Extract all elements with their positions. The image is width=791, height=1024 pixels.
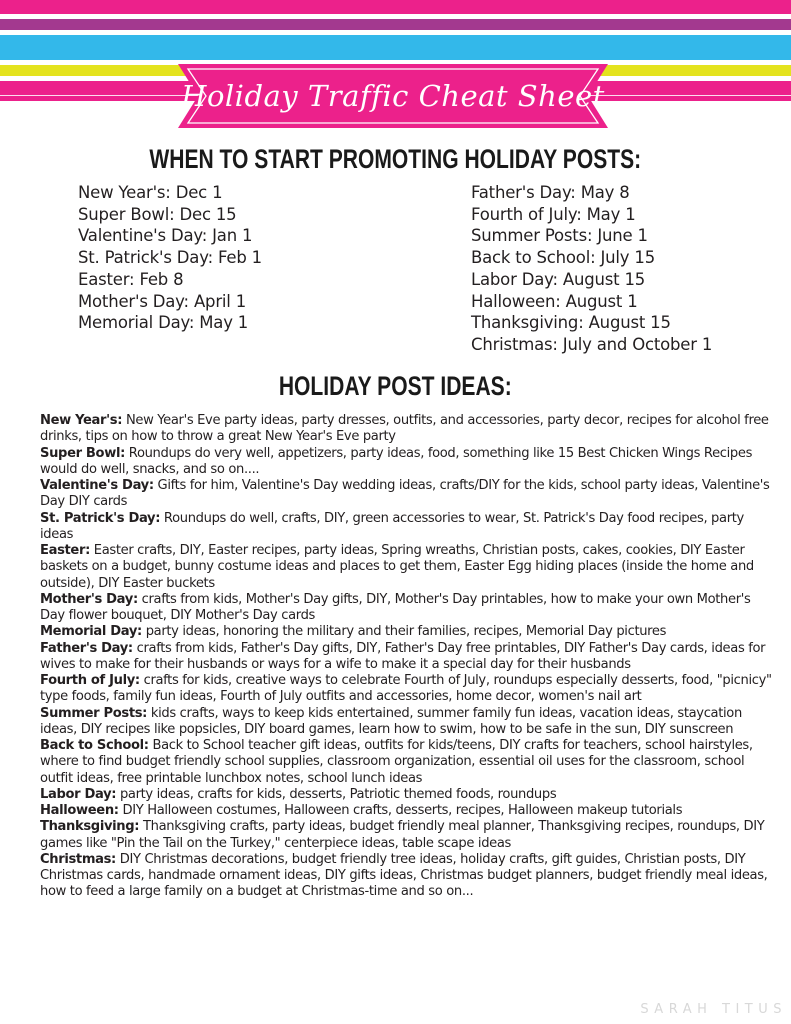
idea-label: Memorial Day: [40, 624, 142, 640]
idea-item-super-bowl [40, 446, 775, 479]
date-item: Fourth of July: May 1 [471, 204, 636, 224]
stripe-pink-top [0, 0, 791, 14]
date-item: St. Patrick's Day: Feb 1 [78, 248, 262, 268]
promotion-heading-text: WHEN TO START PROMOTING HOLIDAY POSTS: [149, 144, 642, 174]
idea-item-st-patricks [40, 511, 775, 544]
date-item: Christmas: July and October 1 [471, 334, 713, 354]
date-item: Valentine's Day: Jan 1 [78, 226, 253, 246]
idea-label: Fourth of July: [40, 673, 140, 688]
idea-item-fathers-day [40, 641, 775, 674]
promotion-dates-left [78, 182, 262, 334]
promotion-heading [0, 143, 791, 175]
idea-item-summer-posts [40, 706, 775, 739]
idea-text: Gifts for him, Valentine's Day wedding ideas, crafts/DIY for the kids, school party ideas, Valentine's Day DIY cards [40, 478, 770, 510]
idea-text: Roundups do well, crafts, DIY, green accessories to wear, St. Patrick's Day food recipes, party ideas [40, 510, 744, 542]
idea-text: crafts for kids, creative ways to celebrate Fourth of July, roundups especially desserts, food, "picnicy" type foods, family fun ideas, Fourth of July outfits and accessories, home decor, women's nail art [40, 673, 772, 705]
idea-label: New Year's: [40, 413, 123, 428]
date-item: Labor Day: August 15 [471, 269, 646, 289]
idea-label: Back to School: [40, 738, 149, 753]
idea-label: Thanksgiving: [40, 819, 140, 835]
idea-label: Valentine's Day: [40, 478, 154, 493]
idea-text: Thanksgiving crafts, party ideas, budget friendly meal planner, Thanksgiving recipes, roundups, DIY games like "Pin the Tail on the Turkey," centerpiece ideas, table scape ideas [40, 819, 765, 851]
idea-text: crafts from kids, Mother's Day gifts, DIY, Mother's Day printables, how to make your own Mother's Day flower bouquet, DIY Mother's Day cards [40, 591, 751, 623]
date-item: Summer Posts: June 1 [471, 226, 648, 246]
idea-item-fourth-of-july [40, 673, 775, 706]
idea-text: party ideas, crafts for kids, desserts, Patriotic themed foods, roundups [116, 786, 557, 802]
idea-text: New Year's Eve party ideas, party dresses, outfits, and accessories, party decor, recipes for alcohol free drinks, tips on how to throw a great New Year's Eve party [40, 413, 769, 445]
idea-text: crafts from kids, Father's Day gifts, DIY, Father's Day free printables, DIY Father's Day cards, ideas for wives to make for their husbands or ways for a wife to make it a special day for their husbands [40, 640, 766, 672]
idea-label: Halloween: [40, 803, 119, 818]
date-item: Mother's Day: April 1 [78, 291, 247, 311]
idea-text: Back to School teacher gift ideas, outfits for kids/teens, DIY crafts for teachers, school hairstyles, where to find budget friendly school supplies, classroom organization, essential oil uses for the classroom, school outfit ideas, free printable lunchbox notes, school lunch ideas [40, 738, 753, 786]
idea-item-mothers-day [40, 592, 775, 625]
idea-label: Labor Day: [40, 786, 117, 802]
idea-text: DIY Christmas decorations, budget friendly tree ideas, holiday crafts, gift guides, Christian posts, DIY Christmas cards, handmade ornament ideas, DIY gifts ideas, Christmas budget planners, budget friendly meal ideas, how to feed a large family on a budget at Christmas-time and so on... [40, 851, 768, 900]
idea-text: Easter crafts, DIY, Easter recipes, party ideas, Spring wreaths, Christian posts, cakes, cookies, DIY Easter baskets on a budget, bunny costume ideas and places to get them, Easter Egg hiding places (inside the home and outside), DIY Easter buckets [40, 543, 754, 591]
idea-item-halloween [40, 803, 775, 819]
idea-text: kids crafts, ways to keep kids entertained, summer family fun ideas, vacation ideas, staycation ideas, DIY recipes like popsicles, DIY board games, learn how to swim, how to be safe in the sun, DIY sunscreen [40, 705, 742, 737]
promotion-dates-right [471, 182, 712, 356]
ideas-heading [0, 370, 791, 402]
idea-item-memorial-day [40, 624, 775, 640]
date-item: Thanksgiving: August 15 [471, 313, 671, 333]
idea-item-labor-day [40, 787, 775, 803]
date-item: Super Bowl: Dec 15 [78, 204, 237, 224]
date-item: Memorial Day: May 1 [78, 313, 249, 333]
idea-item-easter [40, 543, 775, 592]
idea-item-valentines [40, 478, 775, 511]
idea-label: Easter: [40, 543, 90, 558]
idea-label: Mother's Day: [40, 591, 138, 607]
date-item: Father's Day: May 8 [471, 183, 630, 202]
idea-label: Summer Posts: [40, 705, 148, 721]
date-item: Easter: Feb 8 [78, 269, 184, 289]
idea-item-christmas [40, 852, 775, 901]
idea-label: St. Patrick's Day: [40, 510, 161, 526]
stripe-cyan [0, 35, 791, 60]
brand-watermark: SARAH TITUS [640, 1002, 787, 1017]
idea-label: Christmas: [40, 851, 116, 867]
date-item: New Year's: Dec 1 [78, 183, 223, 202]
page-title: Holiday Traffic Cheat Sheet [181, 79, 605, 113]
idea-item-thanksgiving [40, 819, 775, 852]
idea-text: DIY Halloween costumes, Halloween crafts, desserts, recipes, Halloween makeup tutorials [118, 803, 683, 818]
ideas-heading-text: HOLIDAY POST IDEAS: [279, 371, 512, 401]
idea-label: Father's Day: [40, 640, 133, 656]
title-banner [178, 64, 608, 128]
idea-label: Super Bowl: [40, 445, 125, 461]
stripe-purple [0, 19, 791, 30]
idea-item-back-to-school [40, 738, 775, 787]
idea-text: party ideas, honoring the military and their families, recipes, Memorial Day pictures [141, 624, 667, 640]
idea-item-new-years [40, 413, 775, 446]
post-ideas-list [40, 413, 775, 901]
idea-text: Roundups do very well, appetizers, party ideas, food, something like 15 Best Chicken Wings Recipes would do well, snacks, and so on.... [40, 445, 753, 477]
date-item: Halloween: August 1 [471, 291, 638, 311]
date-item: Back to School: July 15 [471, 248, 656, 268]
